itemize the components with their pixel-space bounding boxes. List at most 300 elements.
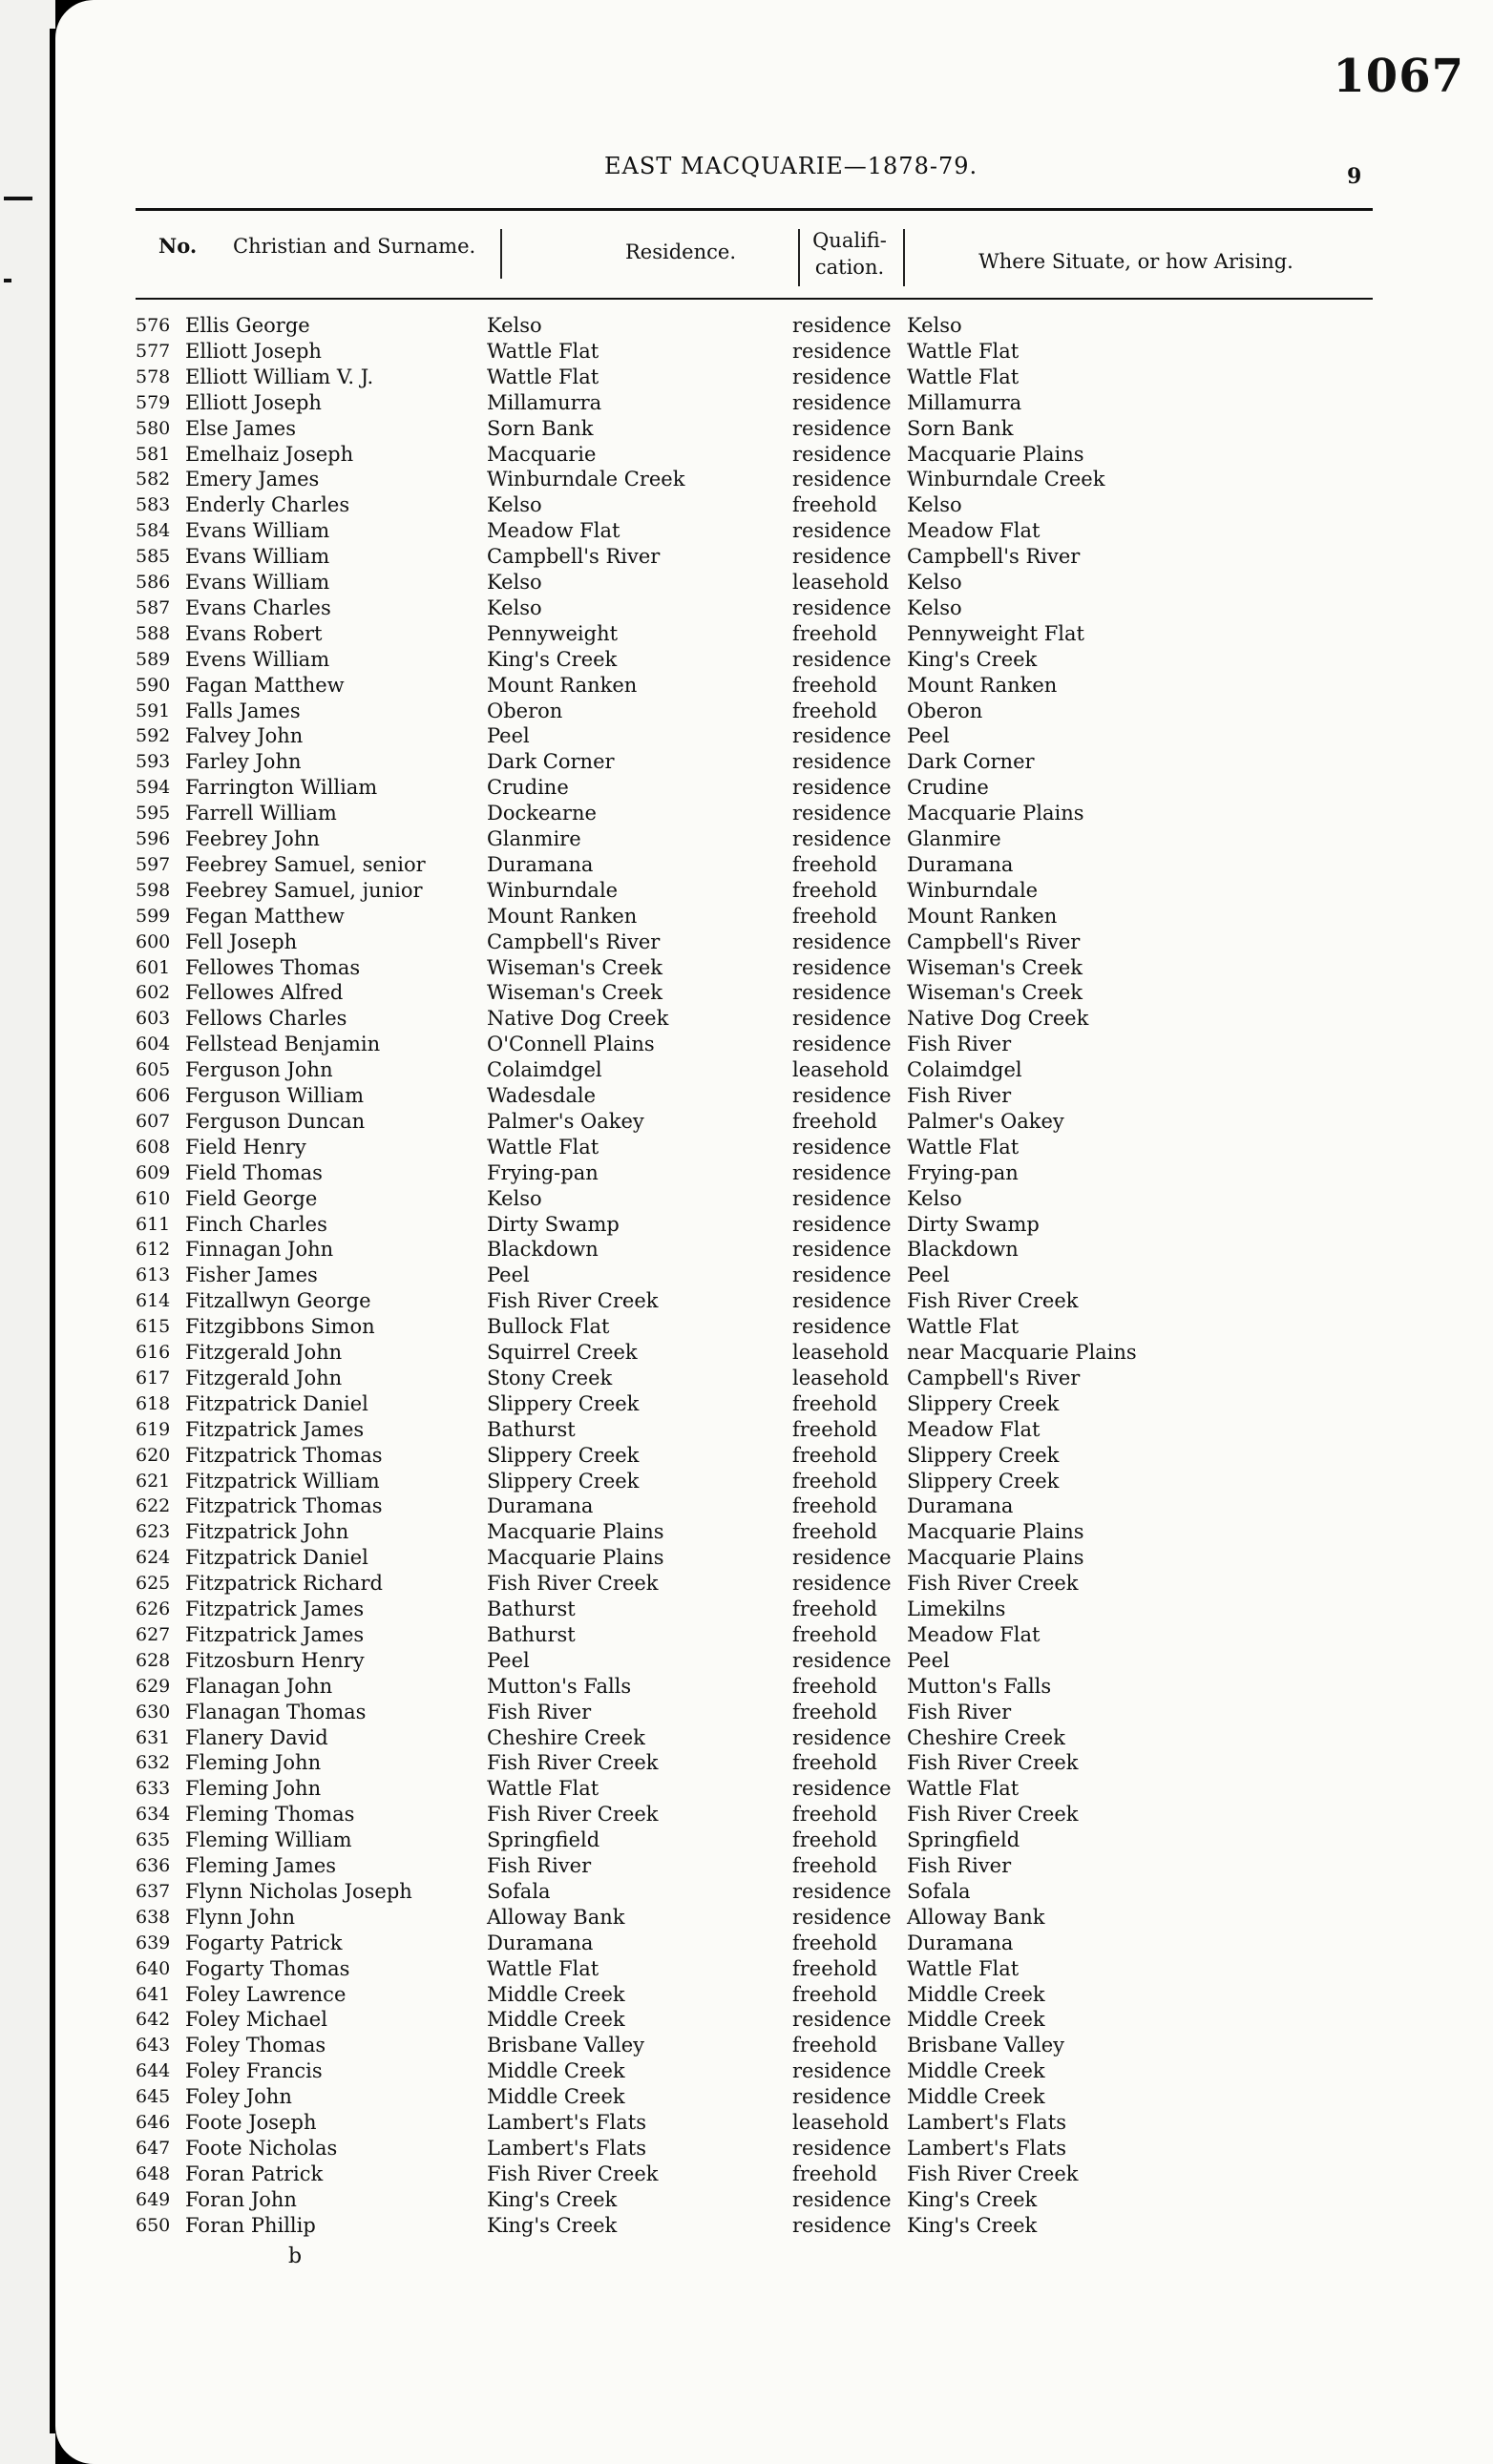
table-row <box>55 313 1493 339</box>
entry-residence: Colaimdgel <box>487 1058 602 1082</box>
entry-residence: Fish River Creek <box>487 1289 659 1313</box>
entry-number: 623 <box>136 1521 171 1543</box>
entry-name: Fisher James <box>185 1263 318 1287</box>
column-divider <box>903 229 905 286</box>
margin-mark <box>4 279 11 282</box>
entry-name: Foley Francis <box>185 2059 323 2083</box>
entry-residence: Peel <box>487 724 530 748</box>
entry-number: 618 <box>136 1392 171 1414</box>
entry-number: 578 <box>136 365 171 387</box>
entry-residence: Mount Ranken <box>487 673 638 697</box>
table-row <box>55 1057 1493 1083</box>
entry-name: Foran Patrick <box>185 2161 324 2185</box>
table-row <box>55 1982 1493 2008</box>
entry-where-situate: Campbell's River <box>907 545 1081 569</box>
entry-name: Ferguson William <box>185 1084 364 1107</box>
book-binding-edge <box>0 0 55 2464</box>
entry-where-situate: Fish River Creek <box>907 1572 1079 1596</box>
entry-number: 640 <box>136 1957 171 1979</box>
column-header-name: Christian and Surname. <box>233 235 476 258</box>
entry-qualification: residence <box>792 1648 892 1672</box>
entry-qualification: residence <box>792 314 892 337</box>
entry-residence: Palmer's Oakey <box>487 1109 644 1133</box>
entry-where-situate: King's Creek <box>907 2187 1038 2211</box>
entry-qualification: freehold <box>792 2034 877 2057</box>
table-row <box>55 1212 1493 1238</box>
entry-qualification: freehold <box>792 1443 877 1467</box>
entry-qualification: residence <box>792 1263 892 1287</box>
entry-qualification: freehold <box>792 1803 877 1827</box>
entry-number: 637 <box>136 1880 171 1902</box>
entry-residence: Dockearne <box>487 802 597 825</box>
entry-name: Farrington William <box>185 776 378 800</box>
table-row <box>55 1931 1493 1956</box>
table-row <box>55 1905 1493 1931</box>
table-row <box>55 2084 1493 2110</box>
entry-residence: Fish River <box>487 1700 592 1723</box>
entry-residence: Bullock Flat <box>487 1315 610 1339</box>
entry-residence: Slippery Creek <box>487 1391 640 1415</box>
entry-qualification: residence <box>792 1160 892 1184</box>
entry-number: 609 <box>136 1161 171 1183</box>
entry-number: 615 <box>136 1316 171 1338</box>
entry-number: 589 <box>136 648 171 670</box>
entry-qualification: residence <box>792 724 892 748</box>
entry-residence: Dirty Swamp <box>487 1212 620 1236</box>
table-row <box>55 955 1493 981</box>
entry-qualification: freehold <box>792 621 877 645</box>
entry-name: Finch Charles <box>185 1212 327 1236</box>
entry-residence: Alloway Bank <box>487 1905 625 1929</box>
entry-number: 580 <box>136 417 171 439</box>
entry-where-situate: King's Creek <box>907 2213 1038 2237</box>
entry-qualification: residence <box>792 2136 892 2160</box>
entry-name: Foran John <box>185 2187 297 2211</box>
entry-number: 624 <box>136 1547 171 1569</box>
entry-residence: Sorn Bank <box>487 416 594 440</box>
entry-where-situate: Crudine <box>907 776 989 800</box>
entry-qualification: residence <box>792 2008 892 2032</box>
entry-number: 625 <box>136 1573 171 1595</box>
entry-number: 641 <box>136 1983 171 2005</box>
column-header-no: No. <box>158 234 198 258</box>
entry-number: 585 <box>136 546 171 568</box>
entry-where-situate: Native Dog Creek <box>907 1007 1089 1031</box>
entry-residence: Kelso <box>487 314 542 337</box>
entry-residence: Middle Creek <box>487 2085 625 2109</box>
entry-where-situate: Mount Ranken <box>907 673 1058 697</box>
entry-number: 622 <box>136 1495 171 1517</box>
entry-name: Falvey John <box>185 724 304 748</box>
table-row <box>55 699 1493 724</box>
entry-qualification: leasehold <box>792 571 890 594</box>
entry-qualification: residence <box>792 1186 892 1210</box>
entry-number: 586 <box>136 572 171 593</box>
entry-residence: Squirrel Creek <box>487 1341 638 1364</box>
table-row <box>55 1417 1493 1443</box>
entry-name: Evans William <box>185 519 330 543</box>
entry-residence: Wattle Flat <box>487 1135 599 1159</box>
entry-where-situate: Oberon <box>907 699 983 722</box>
entry-where-situate: Colaimdgel <box>907 1058 1022 1082</box>
entry-residence: Bathurst <box>487 1417 576 1441</box>
entry-number: 619 <box>136 1418 171 1440</box>
entry-where-situate: Millamurra <box>907 390 1022 414</box>
entry-residence: Peel <box>487 1648 530 1672</box>
entry-name: Feebrey John <box>185 827 320 850</box>
entry-qualification: residence <box>792 1289 892 1313</box>
table-row <box>55 1545 1493 1571</box>
entry-where-situate: Middle Creek <box>907 2008 1045 2032</box>
table-row <box>55 1648 1493 1674</box>
entry-residence: Cheshire Creek <box>487 1725 645 1749</box>
entry-number: 601 <box>136 956 171 978</box>
entry-where-situate: Sorn Bank <box>907 416 1014 440</box>
table-row <box>55 1263 1493 1288</box>
entry-qualification: residence <box>792 1084 892 1107</box>
entry-number: 632 <box>136 1752 171 1774</box>
entry-residence: Bathurst <box>487 1597 576 1620</box>
entry-where-situate: near Macquarie Plains <box>907 1341 1137 1364</box>
entry-number: 647 <box>136 2137 171 2159</box>
entry-number: 635 <box>136 1829 171 1851</box>
entry-name: Foote Joseph <box>185 2111 317 2134</box>
table-row <box>55 1597 1493 1622</box>
entry-residence: Duramana <box>487 1494 594 1518</box>
entry-name: Fleming John <box>185 1751 322 1775</box>
entry-name: Flanery David <box>185 1725 328 1749</box>
entry-name: Foley John <box>185 2085 292 2109</box>
entry-residence: Fish River <box>487 1854 592 1877</box>
entry-where-situate: Wattle Flat <box>907 1777 1020 1801</box>
table-row <box>55 416 1493 442</box>
entry-number: 631 <box>136 1726 171 1748</box>
entry-qualification: freehold <box>792 1391 877 1415</box>
table-row <box>55 980 1493 1006</box>
entry-qualification: freehold <box>792 673 877 697</box>
table-row <box>55 1237 1493 1263</box>
entry-residence: Macquarie Plains <box>487 1520 664 1544</box>
entry-where-situate: Macquarie Plains <box>907 442 1084 466</box>
entry-number: 584 <box>136 520 171 542</box>
entry-residence: Fish River Creek <box>487 1751 659 1775</box>
table-row <box>55 647 1493 673</box>
column-divider <box>798 229 800 286</box>
entry-residence: Macquarie <box>487 442 597 466</box>
entry-qualification: freehold <box>792 1956 877 1980</box>
entry-name: Fitzpatrick Thomas <box>185 1494 383 1518</box>
table-row <box>55 1186 1493 1212</box>
table-row <box>55 1674 1493 1700</box>
entry-where-situate: Glanmire <box>907 827 1001 850</box>
entry-residence: Mutton's Falls <box>487 1674 632 1698</box>
entry-where-situate: Mutton's Falls <box>907 1674 1052 1698</box>
margin-mark <box>4 197 32 200</box>
entry-name: Ellis George <box>185 314 310 337</box>
document-page <box>55 0 1493 2464</box>
entry-qualification: residence <box>792 1905 892 1929</box>
entry-qualification: residence <box>792 519 892 543</box>
entry-where-situate: Palmer's Oakey <box>907 1109 1064 1133</box>
entry-number: 588 <box>136 622 171 644</box>
entry-name: Field Henry <box>185 1135 306 1159</box>
entry-number: 633 <box>136 1778 171 1800</box>
entry-qualification: residence <box>792 1315 892 1339</box>
entry-name: Fleming Thomas <box>185 1803 355 1827</box>
entry-where-situate: Meadow Flat <box>907 519 1041 543</box>
entry-where-situate: Kelso <box>907 571 962 594</box>
entry-qualification: residence <box>792 1033 892 1056</box>
table-row <box>55 1314 1493 1340</box>
entry-where-situate: Winburndale Creek <box>907 468 1105 491</box>
table-row <box>55 775 1493 801</box>
table-row <box>55 467 1493 492</box>
entry-number: 648 <box>136 2162 171 2184</box>
table-row <box>55 365 1493 390</box>
entry-residence: Crudine <box>487 776 569 800</box>
entry-qualification: residence <box>792 545 892 569</box>
entry-residence: King's Creek <box>487 647 618 671</box>
entry-number: 639 <box>136 1932 171 1953</box>
entry-residence: O'Connell Plains <box>487 1033 655 1056</box>
entry-number: 627 <box>136 1623 171 1645</box>
entry-qualification: residence <box>792 339 892 363</box>
entry-name: Fitzpatrick James <box>185 1597 365 1620</box>
entry-name: Fleming William <box>185 1828 352 1852</box>
table-row <box>55 1288 1493 1314</box>
entry-qualification: freehold <box>792 1494 877 1518</box>
entry-qualification: freehold <box>792 878 877 902</box>
entry-qualification: residence <box>792 1572 892 1596</box>
entry-number: 638 <box>136 1906 171 1928</box>
entry-number: 606 <box>136 1085 171 1106</box>
entry-name: Fitzpatrick John <box>185 1520 349 1544</box>
entry-where-situate: Macquarie Plains <box>907 1520 1084 1544</box>
table-row <box>55 1032 1493 1057</box>
entry-qualification: residence <box>792 1777 892 1801</box>
entry-qualification: residence <box>792 1212 892 1236</box>
entry-number: 645 <box>136 2086 171 2108</box>
entry-qualification: residence <box>792 365 892 388</box>
table-row <box>55 1493 1493 1519</box>
entry-where-situate: Peel <box>907 1263 950 1287</box>
entry-name: Fitzgerald John <box>185 1366 343 1389</box>
entry-where-situate: Slippery Creek <box>907 1469 1060 1493</box>
entry-qualification: freehold <box>792 1469 877 1493</box>
entry-residence: Wattle Flat <box>487 339 599 363</box>
entry-where-situate: Lambert's Flats <box>907 2111 1066 2134</box>
entry-qualification: residence <box>792 1725 892 1749</box>
entry-residence: Wattle Flat <box>487 1777 599 1801</box>
entry-where-situate: Mount Ranken <box>907 904 1058 928</box>
entry-number: 612 <box>136 1239 171 1261</box>
entry-residence: Stony Creek <box>487 1366 613 1389</box>
entry-where-situate: Alloway Bank <box>907 1905 1045 1929</box>
entry-number: 621 <box>136 1470 171 1492</box>
entry-name: Fellstead Benjamin <box>185 1033 381 1056</box>
entry-number: 596 <box>136 828 171 849</box>
entry-number: 602 <box>136 982 171 1004</box>
entry-qualification: leasehold <box>792 1058 890 1082</box>
entry-residence: Middle Creek <box>487 2008 625 2032</box>
table-row <box>55 544 1493 570</box>
entry-number: 600 <box>136 930 171 952</box>
table-row <box>55 2136 1493 2161</box>
entry-qualification: residence <box>792 2059 892 2083</box>
entry-residence: Wiseman's Creek <box>487 981 663 1005</box>
entry-where-situate: Fish River Creek <box>907 1751 1079 1775</box>
table-row <box>55 1802 1493 1827</box>
entry-residence: Fish River Creek <box>487 1572 659 1596</box>
entry-where-situate: Slippery Creek <box>907 1391 1060 1415</box>
entry-name: Fitzpatrick Daniel <box>185 1391 368 1415</box>
table-row <box>55 1725 1493 1751</box>
entry-number: 611 <box>136 1213 171 1235</box>
entry-residence: Middle Creek <box>487 2059 625 2083</box>
entry-name: Field George <box>185 1186 318 1210</box>
entry-name: Flynn John <box>185 1905 295 1929</box>
entry-qualification: freehold <box>792 1597 877 1620</box>
entry-number: 605 <box>136 1059 171 1081</box>
entry-where-situate: Wattle Flat <box>907 1956 1020 1980</box>
header-top-rule <box>136 208 1373 211</box>
entry-name: Fitzpatrick Richard <box>185 1572 383 1596</box>
entry-qualification: residence <box>792 1007 892 1031</box>
entry-qualification: residence <box>792 390 892 414</box>
table-row <box>55 518 1493 544</box>
entry-where-situate: Dark Corner <box>907 750 1035 774</box>
entry-qualification: leasehold <box>792 1366 890 1389</box>
table-row <box>55 1391 1493 1417</box>
entry-number: 591 <box>136 700 171 721</box>
entry-name: Fitzpatrick Daniel <box>185 1546 368 1570</box>
entry-residence: King's Creek <box>487 2213 618 2237</box>
table-row <box>55 2161 1493 2187</box>
entry-name: Field Thomas <box>185 1160 323 1184</box>
entry-name: Emelhaiz Joseph <box>185 442 354 466</box>
entry-qualification: leasehold <box>792 1341 890 1364</box>
entry-qualification: residence <box>792 647 892 671</box>
entry-residence: Wattle Flat <box>487 1956 599 1980</box>
running-head: EAST MACQUARIE—1878-79. <box>604 153 978 179</box>
entry-name: Fitzallwyn George <box>185 1289 371 1313</box>
entry-number: 608 <box>136 1136 171 1158</box>
table-row <box>55 2187 1493 2213</box>
entry-where-situate: Springfield <box>907 1828 1020 1852</box>
entry-name: Feebrey Samuel, senior <box>185 852 426 876</box>
entry-where-situate: Wiseman's Creek <box>907 955 1083 979</box>
table-row <box>55 2033 1493 2058</box>
entry-name: Flanagan Thomas <box>185 1700 367 1723</box>
entry-where-situate: Peel <box>907 724 950 748</box>
entry-where-situate: Limekilns <box>907 1597 1006 1620</box>
entry-number: 597 <box>136 853 171 875</box>
entry-qualification: residence <box>792 1238 892 1262</box>
table-row <box>55 1366 1493 1391</box>
entry-residence: Macquarie Plains <box>487 1546 664 1570</box>
entry-number: 636 <box>136 1855 171 1876</box>
entry-name: Fitzpatrick James <box>185 1622 365 1646</box>
entry-number: 629 <box>136 1675 171 1697</box>
entry-number: 616 <box>136 1342 171 1363</box>
entry-where-situate: Duramana <box>907 1494 1014 1518</box>
entry-residence: Lambert's Flats <box>487 2111 646 2134</box>
entry-qualification: freehold <box>792 493 877 517</box>
entry-residence: Peel <box>487 1263 530 1287</box>
entry-name: Foote Nicholas <box>185 2136 338 2160</box>
entry-where-situate: Macquarie Plains <box>907 802 1084 825</box>
entry-number: 582 <box>136 469 171 491</box>
entry-number: 603 <box>136 1008 171 1030</box>
entry-residence: King's Creek <box>487 2187 618 2211</box>
entry-qualification: residence <box>792 981 892 1005</box>
entry-where-situate: Fish River Creek <box>907 1289 1079 1313</box>
entry-name: Feebrey Samuel, junior <box>185 878 423 902</box>
entry-name: Fell Joseph <box>185 929 298 953</box>
entry-name: Evans Robert <box>185 621 323 645</box>
entry-residence: Meadow Flat <box>487 519 620 543</box>
entry-name: Foley Thomas <box>185 2034 326 2057</box>
entry-qualification: freehold <box>792 1931 877 1954</box>
table-row <box>55 570 1493 595</box>
entry-qualification: residence <box>792 955 892 979</box>
entry-qualification: residence <box>792 776 892 800</box>
entry-residence: Native Dog Creek <box>487 1007 669 1031</box>
entry-where-situate: Cheshire Creek <box>907 1725 1065 1749</box>
table-row <box>55 852 1493 878</box>
table-row <box>55 492 1493 518</box>
entry-number: 607 <box>136 1110 171 1132</box>
entry-qualification: freehold <box>792 1828 877 1852</box>
entry-residence: Kelso <box>487 1186 542 1210</box>
entry-where-situate: Winburndale <box>907 878 1039 902</box>
entry-name: Fagan Matthew <box>185 673 345 697</box>
signature-mark: b <box>288 2245 303 2268</box>
entry-where-situate: Duramana <box>907 1931 1014 1954</box>
entry-name: Fegan Matthew <box>185 904 345 928</box>
entry-where-situate: Peel <box>907 1648 950 1672</box>
entry-name: Emery James <box>185 468 320 491</box>
entry-number: 613 <box>136 1264 171 1286</box>
entry-where-situate: Fish River <box>907 1700 1012 1723</box>
entry-number: 643 <box>136 2035 171 2057</box>
entry-where-situate: Fish River Creek <box>907 2161 1079 2185</box>
entry-qualification: residence <box>792 750 892 774</box>
entry-qualification: residence <box>792 2213 892 2237</box>
entry-number: 581 <box>136 443 171 465</box>
entry-qualification: residence <box>792 416 892 440</box>
entry-number: 644 <box>136 2060 171 2082</box>
entry-residence: Dark Corner <box>487 750 615 774</box>
entry-where-situate: Fish River <box>907 1033 1012 1056</box>
entry-where-situate: Meadow Flat <box>907 1622 1041 1646</box>
entry-number: 610 <box>136 1187 171 1209</box>
entry-qualification: freehold <box>792 1520 877 1544</box>
entry-name: Elliott William V. J. <box>185 365 374 388</box>
entry-name: Fitzpatrick William <box>185 1469 380 1493</box>
entry-number: 634 <box>136 1804 171 1826</box>
table-row <box>55 1083 1493 1109</box>
entry-residence: Slippery Creek <box>487 1443 640 1467</box>
entry-name: Elliott Joseph <box>185 339 322 363</box>
entry-residence: Winburndale Creek <box>487 468 685 491</box>
entry-qualification: residence <box>792 1879 892 1903</box>
entry-number: 576 <box>136 315 171 336</box>
entry-residence: Pennyweight <box>487 621 619 645</box>
table-row <box>55 1469 1493 1494</box>
entry-residence: Winburndale <box>487 878 619 902</box>
table-row <box>55 723 1493 749</box>
